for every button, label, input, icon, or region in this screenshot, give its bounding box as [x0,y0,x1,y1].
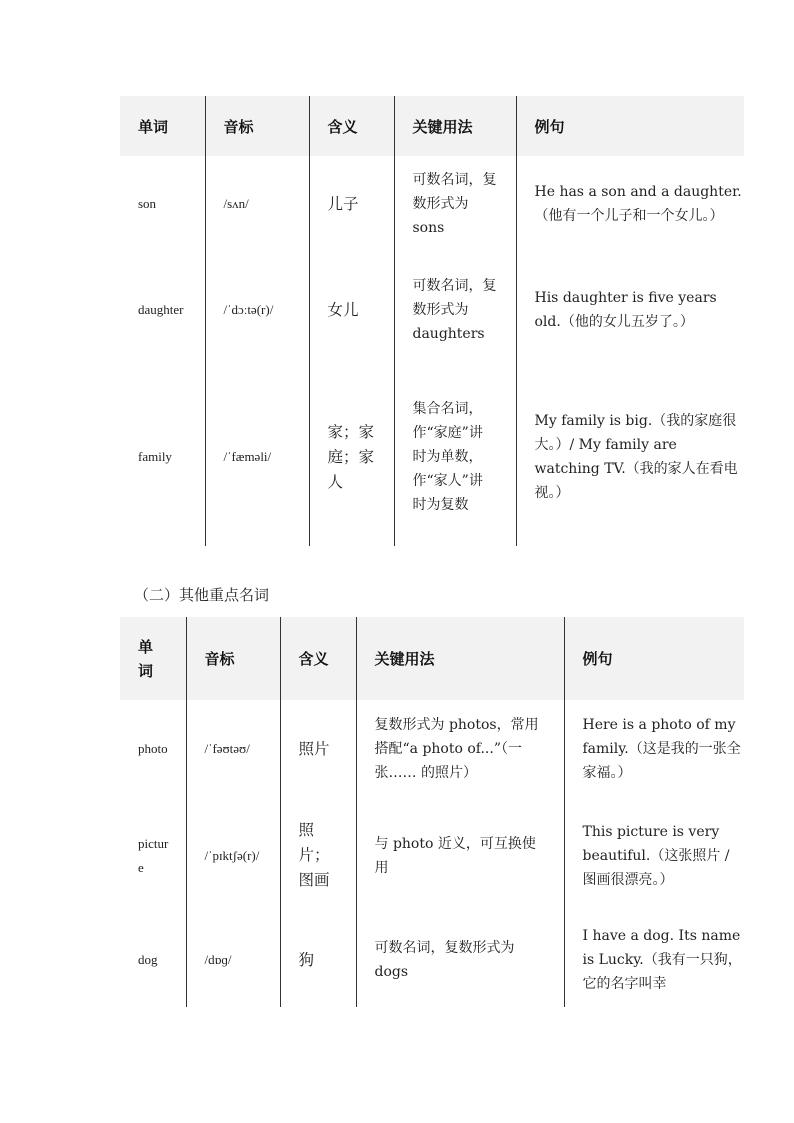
cell-phonetic: /ˈpɪktʃə(r)/ [186,798,280,913]
cell-word: daughter [138,302,184,317]
table-header-row [120,617,744,700]
cell-meaning: 女儿 [309,252,394,368]
cell-meaning: 照片 [280,700,356,798]
header-example: 例句 [516,96,744,156]
cell-phonetic: /ˈdɔːtə(r)/ [205,252,309,368]
cell-phonetic: /dɒɡ/ [186,913,280,1007]
cell-word: picture [138,835,169,875]
table-row [120,252,744,368]
cell-meaning: 狗 [280,913,356,1007]
cell-meaning: 儿子 [309,156,394,252]
cell-phonetic: /ˈfəʊtəʊ/ [186,700,280,798]
header-phonetic: 音标 [186,617,280,700]
table-row [120,368,744,546]
header-usage: 关键用法 [356,617,564,700]
vocab-table-other-nouns [120,617,744,1007]
cell-phonetic: /ˈfæməli/ [205,368,309,546]
cell-usage: 与 photo 近义，可互换使用 [356,798,564,913]
table-header-row [120,96,744,156]
table-row [120,913,744,1007]
cell-word: photo [138,741,168,756]
cell-meaning: 家；家庭；家人 [309,368,394,546]
header-example: 例句 [564,617,744,700]
cell-usage: 可数名词，复数形式为 dogs [356,913,564,1007]
vocab-table-family [120,96,744,546]
section-title: （二）其他重点名词 [134,586,270,604]
header-phonetic: 音标 [205,96,309,156]
cell-example: He has a son and a daughter.（他有一个儿子和一个女儿。） [516,156,744,252]
table-row [120,798,744,913]
cell-example: I have a dog. Its name is Lucky.（我有一只狗，它的名字叫幸 [564,913,744,1007]
cell-example: This picture is very beautiful.（这张照片 / 图画很漂亮。） [564,798,744,913]
cell-usage: 可数名词，复数形式为 daughters [394,252,516,368]
cell-word: family [138,449,172,464]
header-word: 单词 [120,617,186,700]
header-meaning: 含义 [280,617,356,700]
cell-example: His daughter is five years old.（他的女儿五岁了。） [516,252,744,368]
cell-usage: 可数名词，复数形式为 sons [394,156,516,252]
table-row [120,700,744,798]
header-word: 单词 [120,96,205,156]
cell-example: My family is big.（我的家庭很大。）/ My family are watching TV.（我的家人在看电视。） [516,368,744,546]
cell-word: son [138,196,157,211]
header-usage: 关键用法 [394,96,516,156]
cell-usage: 复数形式为 photos，常用搭配“a photo of...”（一张…… 的照片） [356,700,564,798]
cell-phonetic: /sʌn/ [205,156,309,252]
cell-example: Here is a photo of my family.（这是我的一张全家福。） [564,700,744,798]
cell-meaning: 照片；图画 [280,798,356,913]
cell-word: dog [138,952,158,967]
header-meaning: 含义 [309,96,394,156]
cell-usage: 集合名词，作“家庭”讲时为单数，作“家人”讲时为复数 [394,368,516,546]
table-row [120,156,744,252]
